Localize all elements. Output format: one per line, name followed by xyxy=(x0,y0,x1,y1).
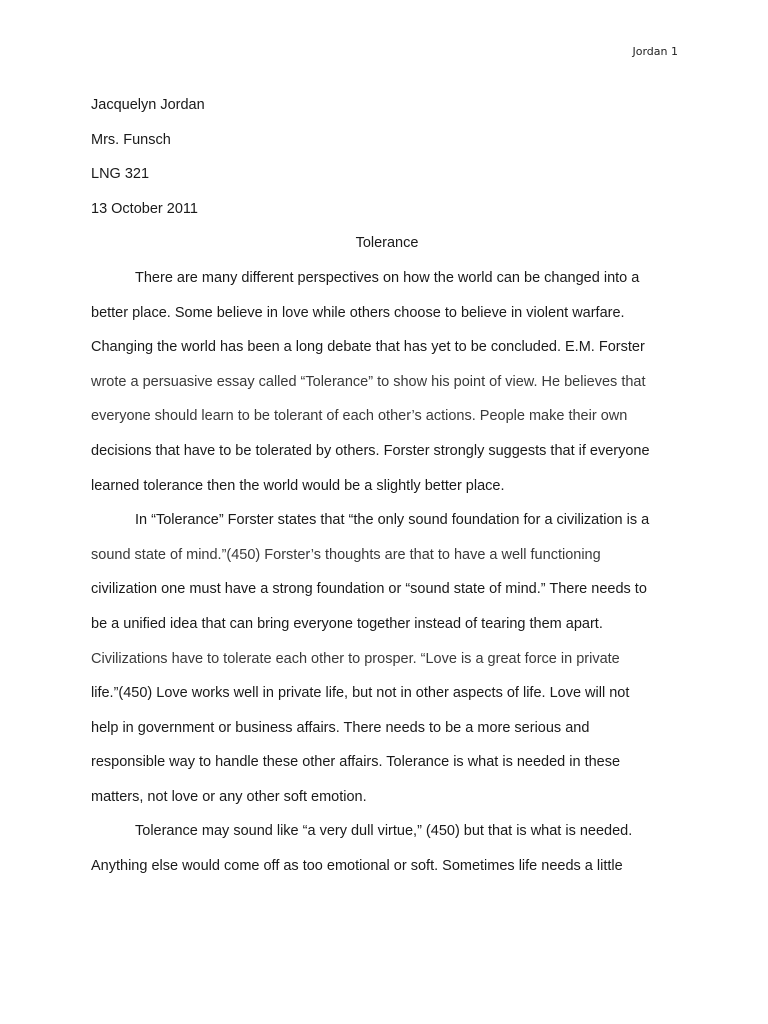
paragraph-line: Tolerance may sound like “a very dull virtue,” (450) but that is what is needed. xyxy=(135,823,633,840)
paragraph-1 xyxy=(91,261,691,503)
paragraph-line: There are many different perspectives on how the world can be changed into a xyxy=(135,269,640,286)
paragraph-line: help in government or business affairs. There needs to be a more serious and xyxy=(91,719,590,736)
paragraph-2 xyxy=(91,503,691,814)
paragraph-line: be a unified idea that can bring everyone together instead of tearing them apart. xyxy=(91,615,603,632)
paragraph-line: everyone should learn to be tolerant of each other’s actions. People make their own xyxy=(91,408,628,425)
paragraph-line: decisions that have to be tolerated by others. Forster strongly suggests that if everyone xyxy=(91,442,650,459)
paragraph-line: wrote a persuasive essay called “Tolerance” to show his point of view. He believes that xyxy=(91,373,646,390)
paragraph-line: Civilizations have to tolerate each other to prosper. “Love is a great force in private xyxy=(91,650,620,667)
paragraph-line: better place. Some believe in love while others choose to believe in violent warfare. xyxy=(91,304,625,321)
running-header-page-number: Jordan 1 xyxy=(632,45,678,58)
paragraph-line: Changing the world has been a long debate that has yet to be concluded. E.M. Forster xyxy=(91,339,645,356)
author-name: Jacquelyn Jordan xyxy=(91,97,205,113)
paragraph-line: responsible way to handle these other affairs. Tolerance is what is needed in these xyxy=(91,754,621,771)
essay-date: 13 October 2011 xyxy=(91,200,198,217)
essay-body xyxy=(91,88,691,884)
paragraph-3 xyxy=(91,814,691,883)
paragraph-line: learned tolerance then the world would be a slightly better place. xyxy=(91,477,505,494)
course-code: LNG 321 xyxy=(91,166,150,183)
paragraph-line: civilization one must have a strong foundation or “sound state of mind.” There needs to xyxy=(91,581,647,598)
paragraph-line: sound state of mind.”(450) Forster’s thoughts are that to have a well functioning xyxy=(91,546,601,563)
paragraph-line: matters, not love or any other soft emotion. xyxy=(91,788,367,805)
paragraph-line: Anything else would come off as too emotional or soft. Sometimes life needs a little xyxy=(91,858,623,875)
paragraph-line: In “Tolerance” Forster states that “the only sound foundation for a civilization is a xyxy=(135,512,650,529)
paragraph-line: life.”(450) Love works well in private life, but not in other aspects of life. Love will not xyxy=(91,685,630,702)
essay-title: Tolerance xyxy=(355,235,419,252)
teacher-name: Mrs. Funsch xyxy=(91,131,171,148)
